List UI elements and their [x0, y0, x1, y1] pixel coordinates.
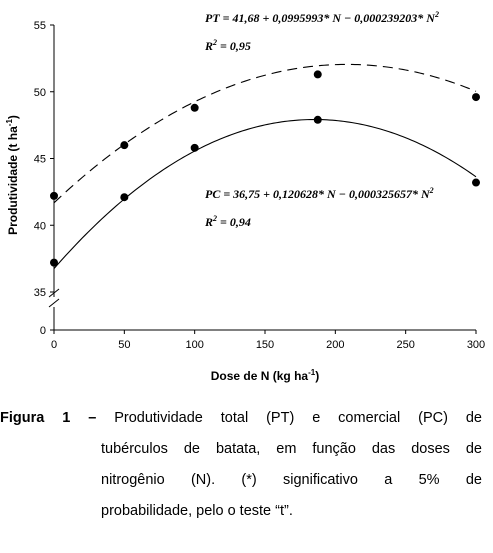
pc-data-point [191, 144, 199, 152]
caption-word: de [465, 410, 482, 426]
pt-fit-line [54, 64, 476, 202]
caption-word: (*) [241, 472, 257, 488]
y-tick-label: 35 [33, 287, 46, 299]
caption-line-3 [0, 465, 482, 496]
x-tick-label: 50 [118, 339, 131, 351]
pc-r2: $R^2 = 0,94$ [205, 214, 251, 229]
tick-labels [34, 20, 485, 351]
caption-word: das [371, 441, 396, 457]
pt-data-point [314, 70, 322, 78]
axes [49, 25, 476, 334]
caption-word: Produtividade [114, 410, 203, 426]
caption-word: significativo [283, 472, 358, 488]
pt-r2: $R^2 = 0,95$ [205, 38, 251, 53]
caption-word: a [384, 472, 393, 488]
pc-data-point [314, 116, 322, 124]
caption-word: (PC) [418, 410, 448, 426]
x-tick-label: 300 [466, 339, 486, 351]
caption-word: Figura [0, 410, 45, 426]
caption-word: (N). [190, 472, 216, 488]
caption-word: 1 [62, 410, 71, 426]
pt-equation: PT = 41,68 + 0,0995993* N − 0,000239203* $N^2$ [205, 10, 439, 25]
pt-data-point [472, 93, 480, 101]
pt-data-point [191, 104, 199, 112]
y-tick-label: 50 [33, 86, 46, 99]
caption-word: de [465, 472, 482, 488]
x-tick-label: 250 [396, 339, 415, 351]
caption-word: – [88, 410, 97, 426]
pt-data-point [120, 141, 128, 149]
x-tick-label: 200 [326, 339, 345, 351]
caption-word: (PT) [266, 410, 295, 426]
pc-equation: PC = 36,75 + 0,120628* N − 0,000325657* $N^2$ [205, 186, 434, 201]
x-tick-label: 0 [50, 339, 58, 351]
x-axis-label: Dose de N (kg $ha^{-1}$) [210, 368, 320, 383]
data-points [50, 70, 480, 266]
x-tick-label: 150 [255, 339, 275, 351]
y-axis-label: Produtividade (t $ha^{-1}$) [5, 115, 20, 235]
caption-word: nitrogênio [101, 472, 165, 488]
axis-break-mark [49, 299, 59, 307]
caption-line-4: probabilidade, pelo o teste “t”. [101, 503, 293, 519]
fit-curves [54, 64, 476, 268]
caption-word: em [276, 441, 297, 457]
pc-data-point [120, 193, 128, 201]
caption-word: tubérculos [101, 441, 168, 457]
caption-line-1 [0, 403, 482, 434]
x-tick-label: 100 [185, 339, 204, 351]
caption-word: doses [411, 441, 450, 457]
caption-word: comercial [338, 410, 401, 426]
pc-data-point [50, 259, 58, 267]
figure-caption [0, 403, 490, 527]
caption-word: e [312, 410, 321, 426]
pt-data-point [50, 192, 58, 200]
y-tick-label: 55 [33, 20, 46, 32]
caption-word: batata, [215, 441, 261, 457]
y-tick-label: 40 [33, 220, 46, 233]
pc-data-point [472, 179, 480, 187]
y-tick-label: 0 [39, 325, 46, 337]
caption-word: de [465, 441, 482, 457]
caption-word: função [312, 441, 356, 457]
caption-word: de [183, 441, 200, 457]
caption-word: total [220, 410, 249, 426]
y-tick-label: 45 [33, 153, 46, 166]
caption-line-2 [0, 434, 482, 465]
caption-word: 5% [418, 472, 440, 488]
